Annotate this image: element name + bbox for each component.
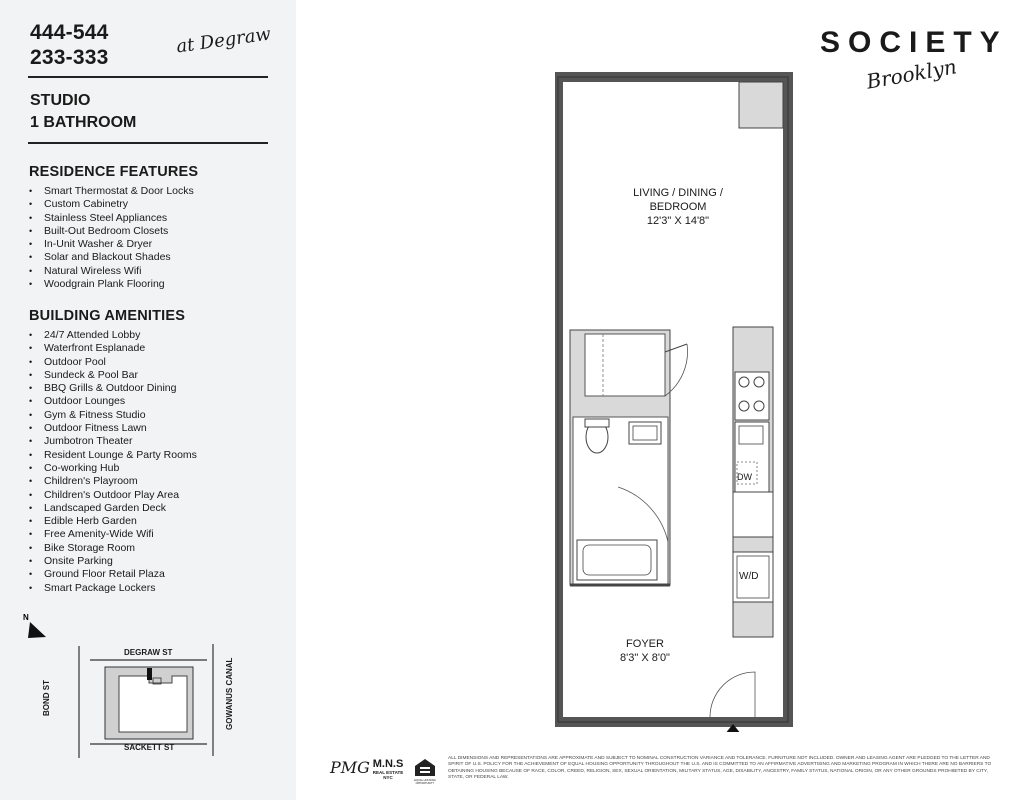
unit-type-line-2: 1 BATHROOM [30, 114, 137, 131]
degraw-script: at Degraw [175, 23, 273, 58]
building-amenity-item: • Gym & Fitness Studio [29, 409, 197, 422]
residence-feature-item: • Stainless Steel Appliances [29, 212, 194, 225]
brand-name: SOCIETY [820, 26, 1008, 59]
north-arrow-icon [20, 610, 50, 640]
residence-feature-item: • Woodgrain Plank Flooring [29, 278, 194, 291]
building-amenity-item: • Resident Lounge & Party Rooms [29, 449, 197, 462]
mns-sub-2: NYC [383, 775, 393, 780]
building-amenity-item: • Co-working Hub [29, 462, 197, 475]
building-amenity-item: • Edible Herb Garden [29, 515, 197, 528]
equal-housing-text: EQUAL HOUSING OPPORTUNITY [414, 779, 436, 785]
building-amenity-item: • Free Amenity-Wide Wifi [29, 528, 197, 541]
building-amenity-item: • Outdoor Pool [29, 356, 197, 369]
residence-feature-item: • In-Unit Washer & Dryer [29, 238, 194, 251]
divider [28, 142, 268, 144]
building-amenity-item: • Onsite Parking [29, 555, 197, 568]
building-amenity-item: • Outdoor Fitness Lawn [29, 422, 197, 435]
mns-logo [368, 758, 408, 780]
equal-housing-icon [414, 758, 436, 778]
building-amenity-item: • Children's Playroom [29, 475, 197, 488]
room-living-name-2: BEDROOM [649, 201, 707, 213]
residence-feature-item: • Smart Thermostat & Door Locks [29, 185, 194, 198]
building-amenity-item: • Children's Outdoor Play Area [29, 489, 197, 502]
residence-features-title: RESIDENCE FEATURES [29, 164, 199, 180]
dishwasher-label: DW [737, 472, 752, 482]
building-amenity-item: • Waterfront Esplanade [29, 342, 197, 355]
building-amenity-item: • Bike Storage Room [29, 542, 197, 555]
legal-disclaimer: ALL DIMENSIONS AND REPRESENTATIONS ARE APPROXIMATE AND SUBJECT TO NOMINAL CONSTRUCTION VARIANCE AND TOLERANCE. FURNITURE NOT INCLUDED. OWNER AND LEASING AGENT ARE PLEDGED TO THE LETTER AND SPIRIT OF U.S. POLICY FOR THE ACHIEVEMENT OF EQUAL HOUSING OPPORTUNITY THROUGHOUT THE U.S. AND IS COMMITTED TO AN AFFIRMATIVE ADVERTISING AND MARKETING PROGRAM IN WHICH THERE ARE NO BARRIERS TO OBTAINING HOUSING BECAUSE OF RACE, COLOR, CREED, RELIGION, SEX, SEXUAL ORIENTATION, MILITARY STATUS, AGE, DISABILITY, ANCESTRY, FAMILY STATUS, NATIONAL ORIGIN, OR ANY OTHER GROUNDS PROHIBITED BY CITY, STATE, OR FEDERAL LAW. [448, 756, 992, 781]
pmg-logo: PMG [330, 758, 370, 777]
unit-line-1: 444-544 [30, 21, 109, 44]
street-sackett: SACKETT ST [124, 743, 175, 752]
residence-feature-item: • Natural Wireless Wifi [29, 265, 194, 278]
building-amenity-item: • Ground Floor Retail Plaza [29, 568, 197, 581]
building-amenity-item: • Sundeck & Pool Bar [29, 369, 197, 382]
unit-line-2: 233-333 [30, 46, 109, 69]
floor-plan [555, 72, 795, 732]
room-foyer-name: FOYER [626, 638, 664, 650]
mns-name: M.N.S [372, 758, 404, 770]
street-gowanus-canal: GOWANUS CANAL [225, 657, 234, 730]
room-living-name-1: LIVING / DINING / [633, 187, 723, 199]
room-foyer [600, 637, 690, 665]
washer-dryer-label: W/D [739, 571, 759, 582]
building-amenity-item: • Landscaped Garden Deck [29, 502, 197, 515]
building-amenities-list [29, 329, 197, 595]
mns-sub-1: REAL ESTATE [372, 770, 404, 775]
residence-feature-item: • Built-Out Bedroom Closets [29, 225, 194, 238]
residence-feature-item: • Solar and Blackout Shades [29, 251, 194, 264]
unit-type [30, 90, 136, 134]
divider [28, 76, 268, 78]
building-amenity-item: • BBQ Grills & Outdoor Dining [29, 382, 197, 395]
room-living [618, 186, 738, 228]
north-label: N [23, 613, 29, 622]
building-amenity-item: • Outdoor Lounges [29, 395, 197, 408]
residence-features-list [29, 185, 194, 291]
residence-feature-item: • Custom Cabinetry [29, 198, 194, 211]
building-amenity-item: • Smart Package Lockers [29, 582, 197, 595]
building-amenities-title: BUILDING AMENITIES [29, 308, 186, 324]
brand-script: Brooklyn [864, 54, 959, 94]
room-foyer-dims: 8'3" X 8'0" [620, 652, 670, 664]
sidebar: 444-544 233-333 at Degraw STUDIO 1 BATHROOM RESIDENCE FEATURES • Smart Thermostat & Door Locks • Custom Cabinetry • Stainless Steel Appliances • Built-Out Bedroom Closets • In-Unit Washer & Dryer • Solar and Blackout Shades • Natural Wireless Wifi • Woodgrain Plank Flooring BUILDING AMENITIES • 24/7 Attended Lobby • Waterfront Esplanade • Outdoor Pool • Sundeck & Pool Bar • BBQ Grills & Outdoor Dining • Outdoor Lounges • Gym & Fitness Studio • Outdoor Fitness Lawn • Jumbotron Theater • Resident Lounge & Party Rooms • Co-working Hub • Children's Playroom • Children's Outdoor Play Area • Landscaped Garden Deck • Edible Herb Garden • Free Amenity-Wide Wifi • Bike Storage Room • Onsite Parking • Ground Floor Retail Plaza • Smart Package Lockers N DEGRAW ST SACKETT ST BOND ST GOWANUS CANAL [0, 0, 296, 800]
street-degraw: DEGRAW ST [124, 648, 173, 657]
unit-numbers [30, 20, 108, 70]
room-living-dims: 12'3" X 14'8" [646, 215, 710, 227]
unit-type-line-1: STUDIO [30, 92, 91, 109]
building-amenity-item: • 24/7 Attended Lobby [29, 329, 197, 342]
building-amenity-item: • Jumbotron Theater [29, 435, 197, 448]
